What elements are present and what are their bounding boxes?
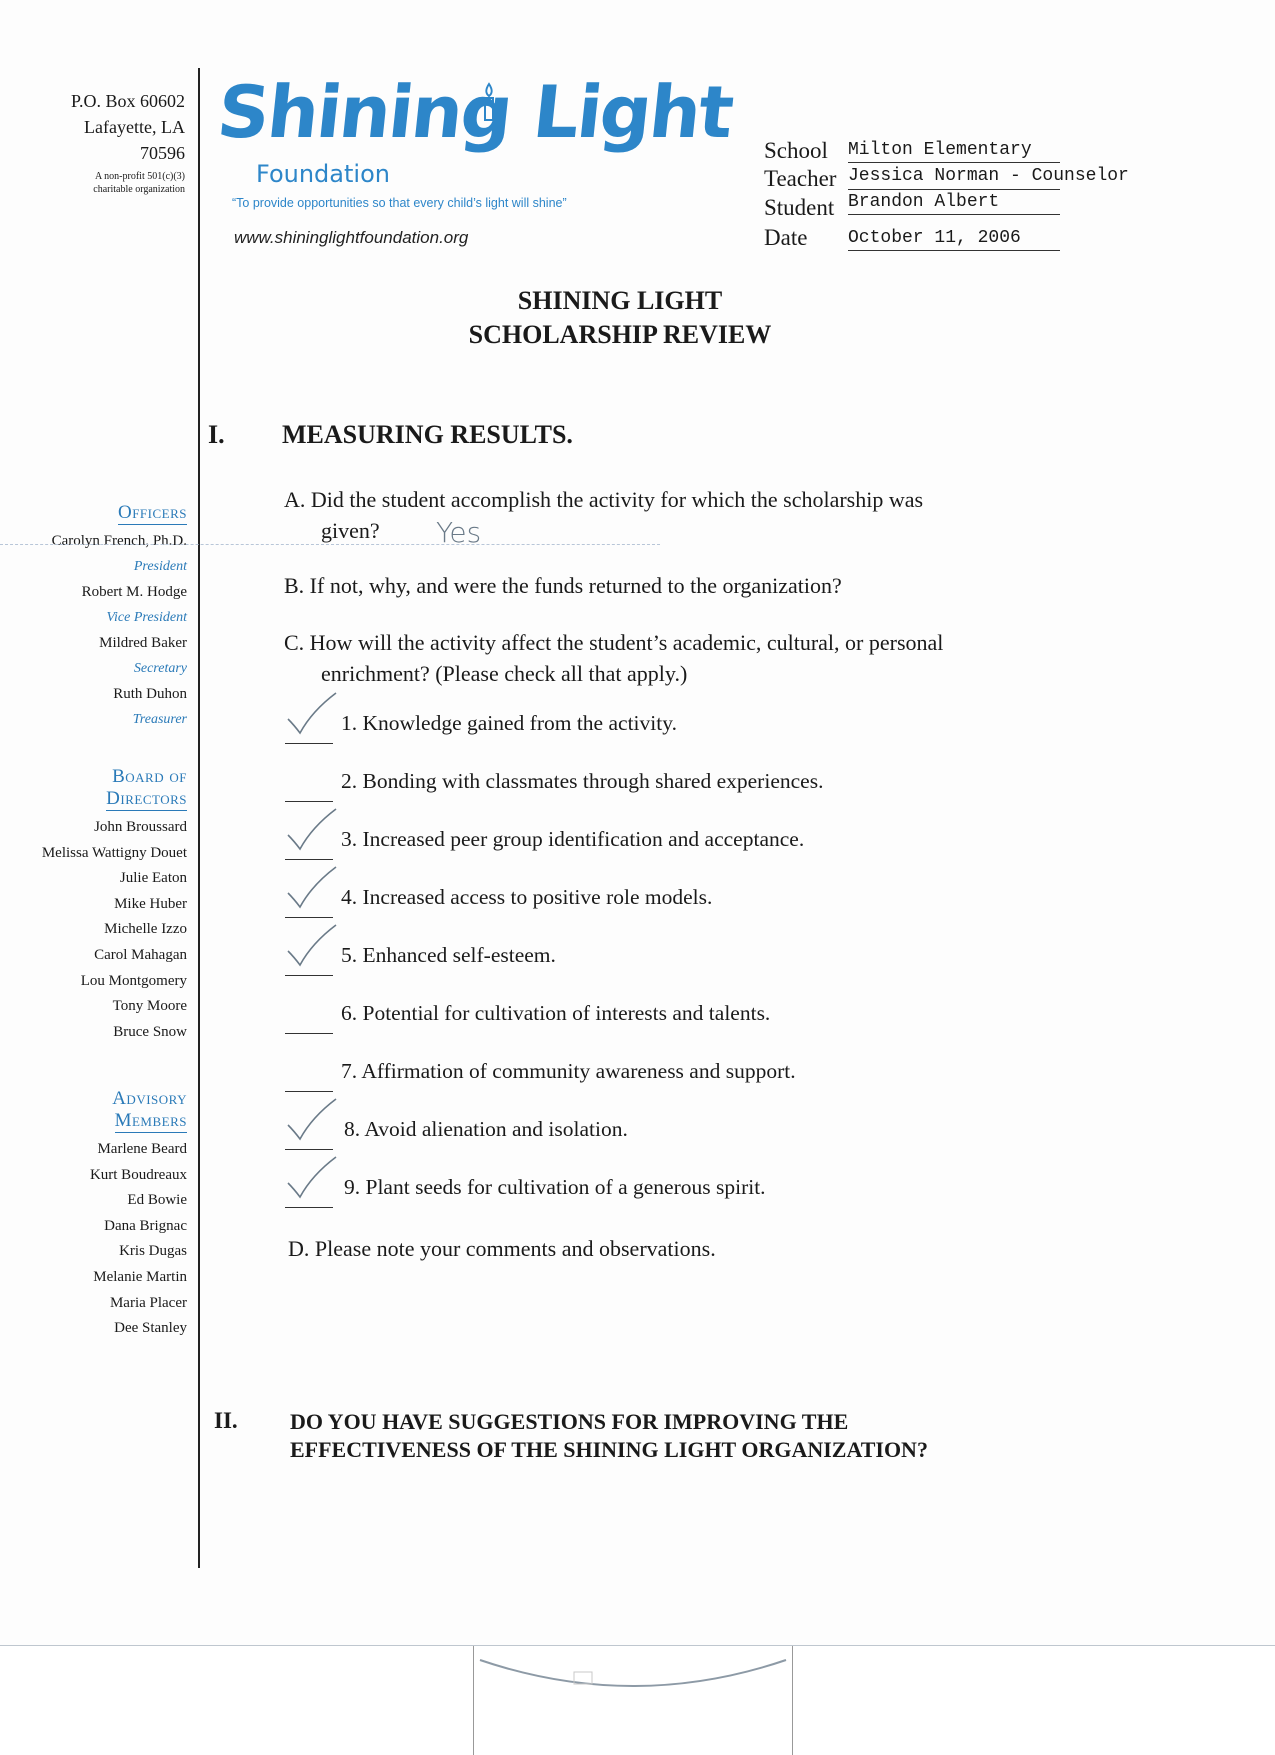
checkmark-stroke: [288, 1157, 336, 1197]
question-a: [284, 484, 923, 546]
question-a-line: given?: [321, 518, 380, 543]
checklist-item: 8. Avoid alienation and isolation.: [344, 1117, 628, 1141]
officer-role: Secretary: [133, 661, 187, 676]
section-2-numeral: II.: [214, 1408, 238, 1433]
question-c: [284, 627, 943, 689]
checkmark-stroke: [288, 693, 336, 733]
checkmark-icon: [284, 691, 344, 737]
question-d: D. Please note your comments and observations.: [288, 1236, 716, 1261]
candle-icon: [478, 82, 500, 122]
officer-name: Ruth Duhon: [113, 686, 187, 702]
logo-foundation: Foundation: [256, 160, 390, 188]
title-line: SCHOLARSHIP REVIEW: [468, 320, 772, 349]
question-b: B. If not, why, and were the funds returned to the organization?: [284, 573, 842, 598]
section-1-numeral: I.: [208, 420, 225, 449]
advisory-heading: Members: [114, 1110, 187, 1131]
scanner-arc-icon: [474, 1646, 792, 1726]
advisory-member: Dee Stanley: [114, 1320, 187, 1337]
officer-role: Vice President: [106, 610, 187, 625]
checklist-item: 9. Plant seeds for cultivation of a generous spirit.: [344, 1175, 766, 1199]
board-member: Melissa Wattigny Douet: [41, 844, 187, 861]
advisory-list: [90, 1088, 187, 1342]
board-heading: Directors: [106, 788, 187, 809]
section-2-line: DO YOU HAVE SUGGESTIONS FOR IMPROVING THE: [290, 1409, 849, 1434]
date-label: Date: [764, 225, 808, 250]
officer-role: President: [133, 559, 187, 574]
logo-tagline: “To provide opportunities so that every child’s light will shine”: [232, 196, 567, 210]
question-c-line: C. How will the activity affect the student’s academic, cultural, or personal: [284, 630, 944, 655]
checkbox-blank: [285, 1013, 333, 1034]
advisory-member: Dana Brignac: [104, 1217, 187, 1234]
website-url: www.shininglightfoundation.org: [234, 228, 469, 247]
section-1-heading: MEASURING RESULTS.: [282, 420, 573, 449]
school-label: School: [764, 138, 828, 163]
nonprofit-note-line: charitable organization: [93, 184, 185, 195]
board-member: Michelle Izzo: [104, 921, 187, 938]
section-2-heading: [290, 1408, 928, 1464]
date-value: October 11, 2006: [848, 226, 1060, 251]
advisory-member: Maria Placer: [109, 1294, 187, 1311]
section-2-line: EFFECTIVENESS OF THE SHINING LIGHT ORGANIZATION?: [290, 1437, 928, 1462]
advisory-member: Kris Dugas: [119, 1243, 187, 1260]
checklist-item: 3. Increased peer group identification and acceptance.: [341, 827, 805, 851]
teacher-value: Jessica Norman - Counselor: [848, 166, 1129, 186]
checkmark-icon: [284, 1155, 344, 1201]
board-member: Tony Moore: [112, 998, 187, 1015]
board-member: Carol Mahagan: [94, 946, 187, 963]
advisory-heading: Advisory: [112, 1088, 187, 1109]
officers-list: [52, 502, 187, 733]
checkmark-stroke: [288, 1099, 336, 1139]
checklist-item: 6. Potential for cultivation of interests and talents.: [341, 1001, 771, 1025]
checkbox-blank: [285, 781, 333, 802]
advisory-member: Kurt Boudreaux: [89, 1166, 187, 1183]
question-c-line: enrichment? (Please check all that apply.): [321, 661, 688, 686]
officer-name: Mildred Baker: [99, 635, 187, 651]
checkmark-icon: [284, 865, 344, 911]
checkbox-blank: [285, 1071, 333, 1092]
officer-name: Robert M. Hodge: [81, 584, 187, 600]
checkmark-icon: [284, 923, 344, 969]
teacher-label: Teacher: [764, 166, 837, 191]
address-line: 70596: [140, 143, 185, 163]
school-value: Milton Elementary: [848, 138, 1060, 163]
board-list: [42, 766, 187, 1045]
board-member: Julie Eaton: [119, 870, 187, 887]
checklist-item: 7. Affirmation of community awareness and support.: [341, 1059, 796, 1083]
checklist-item: 2. Bonding with classmates through shared experiences.: [341, 769, 824, 793]
checklist-item: 4. Increased access to positive role models.: [341, 885, 713, 909]
title-line: SHINING LIGHT: [517, 286, 723, 315]
officer-role: Treasurer: [132, 712, 187, 727]
board-heading: Board of: [112, 766, 187, 787]
advisory-member: Marlene Beard: [97, 1141, 187, 1157]
checkmark-stroke: [288, 809, 336, 849]
checkmark-icon: [284, 807, 344, 853]
board-member: Lou Montgomery: [80, 972, 187, 989]
student-label: Student: [764, 195, 835, 220]
officer-name: Carolyn French, Ph.D.: [51, 533, 187, 549]
logo-wordmark: Shining Light: [213, 70, 736, 154]
checkmark-stroke: [288, 867, 336, 907]
advisory-member: Melanie Martin: [93, 1268, 187, 1285]
officers-heading: Officers: [117, 502, 187, 523]
board-member: Bruce Snow: [113, 1023, 187, 1040]
nonprofit-note-line: A non-profit 501(c)(3): [95, 171, 185, 182]
nonprofit-note: [35, 170, 185, 196]
mailing-address: [71, 88, 185, 166]
checkmark-icon: [284, 1097, 344, 1143]
checklist-item: 1. Knowledge gained from the activity.: [341, 711, 677, 735]
checklist-item: 5. Enhanced self-esteem.: [341, 943, 556, 967]
address-line: P.O. Box 60602: [70, 91, 185, 111]
board-member: John Broussard: [94, 819, 187, 835]
answer-a-handwritten: Yes: [436, 516, 482, 549]
student-value: Brandon Albert: [848, 190, 1060, 215]
question-a-line: A. Did the student accomplish the activity for which the scholarship was: [284, 487, 924, 512]
page-title: [200, 284, 1040, 352]
scanner-clip: [473, 1646, 793, 1755]
board-member: Mike Huber: [114, 895, 187, 912]
advisory-member: Ed Bowie: [127, 1192, 187, 1209]
address-line: Lafayette, LA: [84, 117, 185, 137]
checkmark-stroke: [288, 925, 336, 965]
